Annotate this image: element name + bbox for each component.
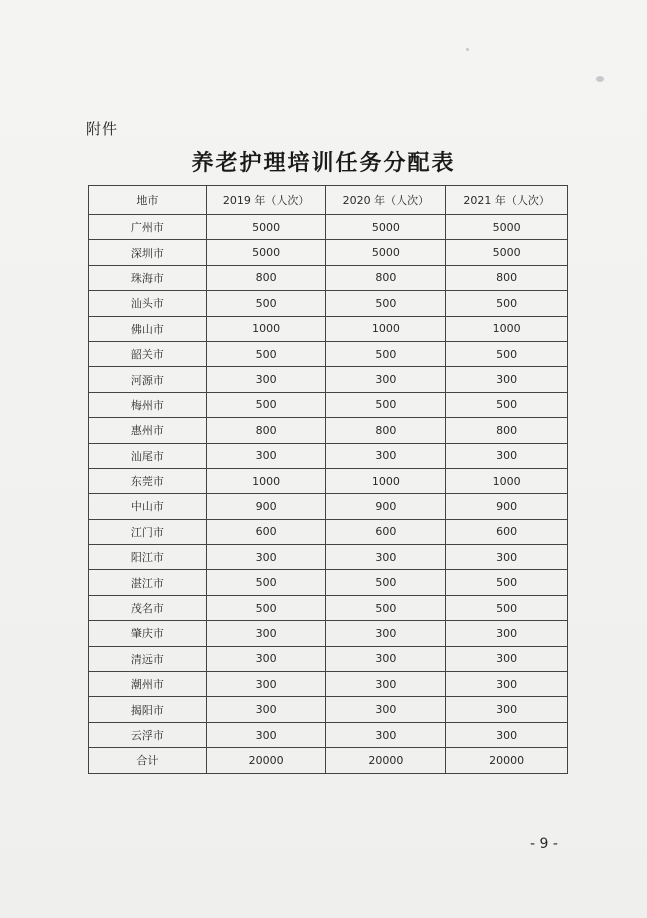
cell-2019: 20000 <box>206 748 326 773</box>
cell-2019: 300 <box>206 672 326 697</box>
cell-2020: 300 <box>326 621 446 646</box>
cell-2021: 500 <box>446 341 568 366</box>
cell-city: 梅州市 <box>89 392 207 417</box>
cell-2021: 300 <box>446 545 568 570</box>
cell-2020: 300 <box>326 545 446 570</box>
cell-city: 云浮市 <box>89 722 207 747</box>
document-title: 养老护理培训任务分配表 <box>191 150 456 176</box>
cell-2019: 300 <box>206 545 326 570</box>
cell-2021: 5000 <box>446 215 568 240</box>
table-row <box>89 519 568 544</box>
column-header-2021: 2021 年（人次） <box>446 186 568 215</box>
cell-2019: 800 <box>206 265 326 290</box>
cell-city: 潮州市 <box>89 672 207 697</box>
allocation-table <box>88 185 568 774</box>
scan-speck <box>596 76 604 82</box>
cell-2019: 300 <box>206 367 326 392</box>
table-row <box>89 697 568 722</box>
table-row <box>89 545 568 570</box>
table-row <box>89 392 568 417</box>
cell-2020: 20000 <box>326 748 446 773</box>
cell-city: 湛江市 <box>89 570 207 595</box>
cell-2020: 500 <box>326 392 446 417</box>
cell-2019: 500 <box>206 595 326 620</box>
table-row <box>89 494 568 519</box>
cell-2019: 300 <box>206 443 326 468</box>
cell-2019: 900 <box>206 494 326 519</box>
cell-2021: 300 <box>446 646 568 671</box>
cell-2021: 800 <box>446 418 568 443</box>
cell-2019: 500 <box>206 341 326 366</box>
cell-city: 汕尾市 <box>89 443 207 468</box>
table-row <box>89 215 568 240</box>
cell-2021: 5000 <box>446 240 568 265</box>
table-row <box>89 316 568 341</box>
cell-2020: 600 <box>326 519 446 544</box>
cell-city: 惠州市 <box>89 418 207 443</box>
cell-2021: 900 <box>446 494 568 519</box>
table-body <box>89 215 568 774</box>
cell-city: 深圳市 <box>89 240 207 265</box>
scan-speck <box>466 48 469 51</box>
cell-2019: 500 <box>206 392 326 417</box>
cell-2020: 5000 <box>326 215 446 240</box>
table-row <box>89 265 568 290</box>
cell-2020: 300 <box>326 697 446 722</box>
cell-2021: 300 <box>446 672 568 697</box>
table-row <box>89 595 568 620</box>
cell-2020: 300 <box>326 672 446 697</box>
cell-2019: 1000 <box>206 468 326 493</box>
cell-city: 江门市 <box>89 519 207 544</box>
cell-2019: 300 <box>206 621 326 646</box>
table-row <box>89 468 568 493</box>
table-row <box>89 291 568 316</box>
page-number: - 9 - <box>530 836 558 852</box>
cell-city: 清远市 <box>89 646 207 671</box>
cell-2021: 20000 <box>446 748 568 773</box>
cell-2020: 500 <box>326 595 446 620</box>
cell-2019: 500 <box>206 291 326 316</box>
cell-city: 广州市 <box>89 215 207 240</box>
table-row <box>89 621 568 646</box>
cell-2019: 5000 <box>206 215 326 240</box>
cell-2021: 600 <box>446 519 568 544</box>
cell-2021: 300 <box>446 367 568 392</box>
cell-2021: 500 <box>446 570 568 595</box>
cell-city: 珠海市 <box>89 265 207 290</box>
cell-2021: 500 <box>446 595 568 620</box>
table-row <box>89 341 568 366</box>
cell-2019: 300 <box>206 646 326 671</box>
column-header-city: 地市 <box>89 186 207 215</box>
cell-city: 茂名市 <box>89 595 207 620</box>
cell-2020: 300 <box>326 646 446 671</box>
cell-2021: 300 <box>446 443 568 468</box>
cell-city: 肇庆市 <box>89 621 207 646</box>
table-row <box>89 443 568 468</box>
cell-2019: 300 <box>206 697 326 722</box>
cell-2021: 500 <box>446 392 568 417</box>
table-header-row <box>89 186 568 215</box>
cell-city: 东莞市 <box>89 468 207 493</box>
table-row <box>89 367 568 392</box>
cell-city: 合计 <box>89 748 207 773</box>
cell-2021: 300 <box>446 697 568 722</box>
cell-2021: 300 <box>446 722 568 747</box>
cell-city: 河源市 <box>89 367 207 392</box>
cell-2021: 1000 <box>446 468 568 493</box>
cell-2021: 500 <box>446 291 568 316</box>
cell-2020: 5000 <box>326 240 446 265</box>
cell-2020: 800 <box>326 418 446 443</box>
cell-2021: 800 <box>446 265 568 290</box>
cell-city: 阳江市 <box>89 545 207 570</box>
cell-city: 韶关市 <box>89 341 207 366</box>
table-total-row <box>89 748 568 773</box>
cell-2020: 300 <box>326 443 446 468</box>
table-row <box>89 240 568 265</box>
cell-2020: 500 <box>326 570 446 595</box>
cell-2019: 1000 <box>206 316 326 341</box>
cell-2020: 300 <box>326 367 446 392</box>
attachment-label: 附件 <box>86 120 119 138</box>
table-row <box>89 570 568 595</box>
cell-2020: 300 <box>326 722 446 747</box>
cell-2020: 500 <box>326 291 446 316</box>
cell-2019: 800 <box>206 418 326 443</box>
cell-2019: 600 <box>206 519 326 544</box>
cell-city: 汕头市 <box>89 291 207 316</box>
cell-city: 佛山市 <box>89 316 207 341</box>
table-row <box>89 722 568 747</box>
table-row <box>89 646 568 671</box>
column-header-2020: 2020 年（人次） <box>326 186 446 215</box>
cell-2020: 1000 <box>326 468 446 493</box>
cell-2020: 500 <box>326 341 446 366</box>
table-row <box>89 418 568 443</box>
cell-2021: 1000 <box>446 316 568 341</box>
cell-2019: 300 <box>206 722 326 747</box>
cell-2019: 500 <box>206 570 326 595</box>
cell-city: 揭阳市 <box>89 697 207 722</box>
cell-2019: 5000 <box>206 240 326 265</box>
cell-2021: 300 <box>446 621 568 646</box>
cell-2020: 800 <box>326 265 446 290</box>
column-header-2019: 2019 年（人次） <box>206 186 326 215</box>
cell-2020: 1000 <box>326 316 446 341</box>
cell-city: 中山市 <box>89 494 207 519</box>
table-row <box>89 672 568 697</box>
cell-2020: 900 <box>326 494 446 519</box>
